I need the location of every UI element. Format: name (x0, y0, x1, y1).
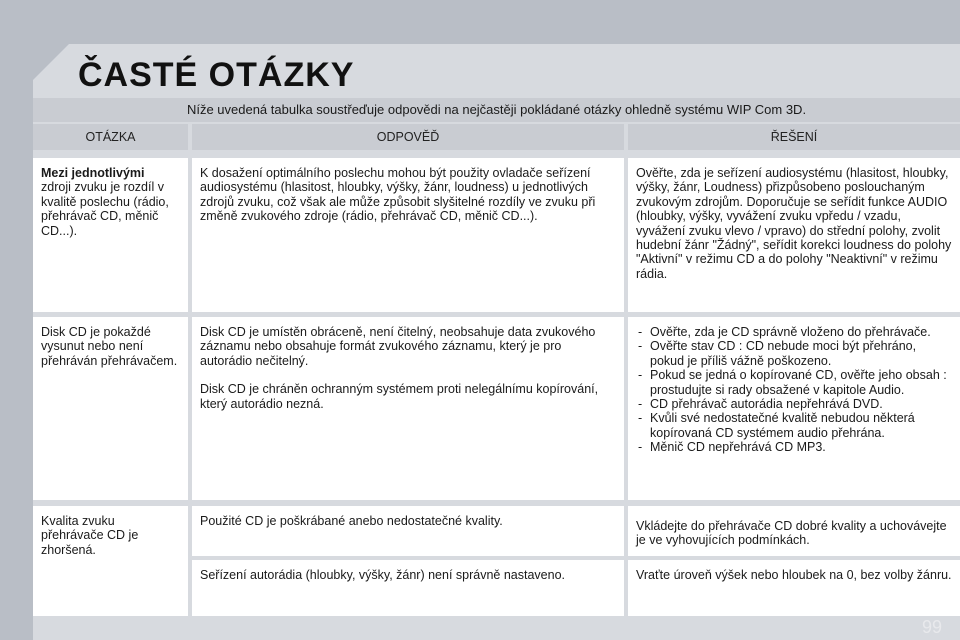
row3-question (33, 506, 188, 616)
row1-question-bold: Mezi jednotlivými (41, 166, 145, 180)
header-question: OTÁZKA (33, 124, 188, 150)
list-item: - Ověřte, zda je CD správně vloženo do přehrávače. (636, 325, 952, 339)
row1-answer (192, 158, 624, 312)
list-item: - Pokud se jedná o kopírované CD, ověřte jeho obsah : prostudujte si rady obsažené v kapitole Audio. (636, 368, 952, 397)
list-item: - Kvůli své nedostatečné kvalitě nebudou některá kopírovaná CD systémem audio přehrána. (636, 411, 952, 440)
row2-answer (192, 317, 624, 500)
row3-answer-text-1: Použité CD je poškrábané anebo nedostatečné kvality. (200, 514, 503, 528)
row2-question (33, 317, 188, 500)
row3-answer-2 (192, 560, 624, 616)
row1-answer-text: K dosažení optimálního poslechu mohou být použity ovladače seřízení audiosystému (hlasitost, hloubky, výšky, žánr, loudness) u jednotlivých zdrojů zvuku, což však ale může způsobit slyšitelné rozdíly ve zvuku při změně zvukového zdroje (rádio, přehrávač CD, měnič CD...). (200, 166, 596, 224)
header-solution: ŘEŠENÍ (628, 124, 960, 150)
list-item: - Ověřte stav CD : CD nebude moci být přehráno, pokud je příliš vážně poškozeno. (636, 339, 952, 368)
row3-question-text: Kvalita zvuku přehrávače CD je zhoršená. (41, 514, 139, 557)
page-number: 99 (921, 617, 942, 637)
row1-solution-text: Ověřte, zda je seřízení audiosystému (hlasitost, hloubky, výšky, žánr, Loudness) přizpůsobeno poslouchaným zvukovým zdrojům. Doporučuje se seřídit funkce AUDIO (hloubky, výšky, vyvážení zvuku vpředu / vzadu, vyvážení zvuku vlevo / vpravo) do střední polohy, zvolit hudební žánr "Žádný", seřídit korekci loudness do polohy "Aktivní" v režimu CD a do polohy "Neaktivní" v režimu rádia. (636, 166, 952, 281)
row2-solution (628, 317, 960, 500)
row1-question-text: zdroji zvuku je rozdíl v kvalitě poslechu (rádio, přehrávač CD, měnič CD...). (41, 180, 169, 238)
header-answer: ODPOVĚĎ (192, 124, 624, 150)
row2-solution-list (636, 325, 952, 455)
row3-solution-text-1: Vkládejte do přehrávače CD dobré kvality a uchovávejte je ve vyhovujících podmínkách. (636, 519, 947, 548)
list-item: - Měnič CD nepřehrává CD MP3. (636, 440, 952, 454)
row1-solution (628, 158, 960, 312)
row3-answer-text-2: Seřízení autorádia (hloubky, výšky, žánr) není správně nastaveno. (200, 568, 566, 582)
row1-question (33, 158, 188, 312)
row2-question-text: Disk CD je pokaždé vysunut nebo není přehráván přehrávačem. (41, 325, 178, 368)
row2-answer-text-2: Disk CD je chráněn ochranným systémem proti nelegálnímu kopírování, který autorádio nezná. (200, 382, 599, 411)
row3-answer-1 (192, 506, 624, 556)
row3-solution-1 (628, 506, 960, 556)
page-title: ČASTÉ OTÁZKY (78, 56, 355, 94)
intro-text: Níže uvedená tabulka soustřeďuje odpovědi na nejčastěji pokládané otázky ohledně systému WIP Com 3D. (33, 98, 960, 122)
row3-solution-2 (628, 560, 960, 616)
list-item: - CD přehrávač autorádia nepřehrává DVD. (636, 397, 952, 411)
row3-solution-text-2: Vraťte úroveň výšek nebo hloubek na 0, bez volby žánru. (636, 568, 952, 582)
row2-answer-text-1: Disk CD je umístěn obráceně, není čitelný, neobsahuje data zvukového záznamu nebo obsahuje formát zvukového záznamu, který je pro autorádio nečitelný. (200, 325, 596, 368)
